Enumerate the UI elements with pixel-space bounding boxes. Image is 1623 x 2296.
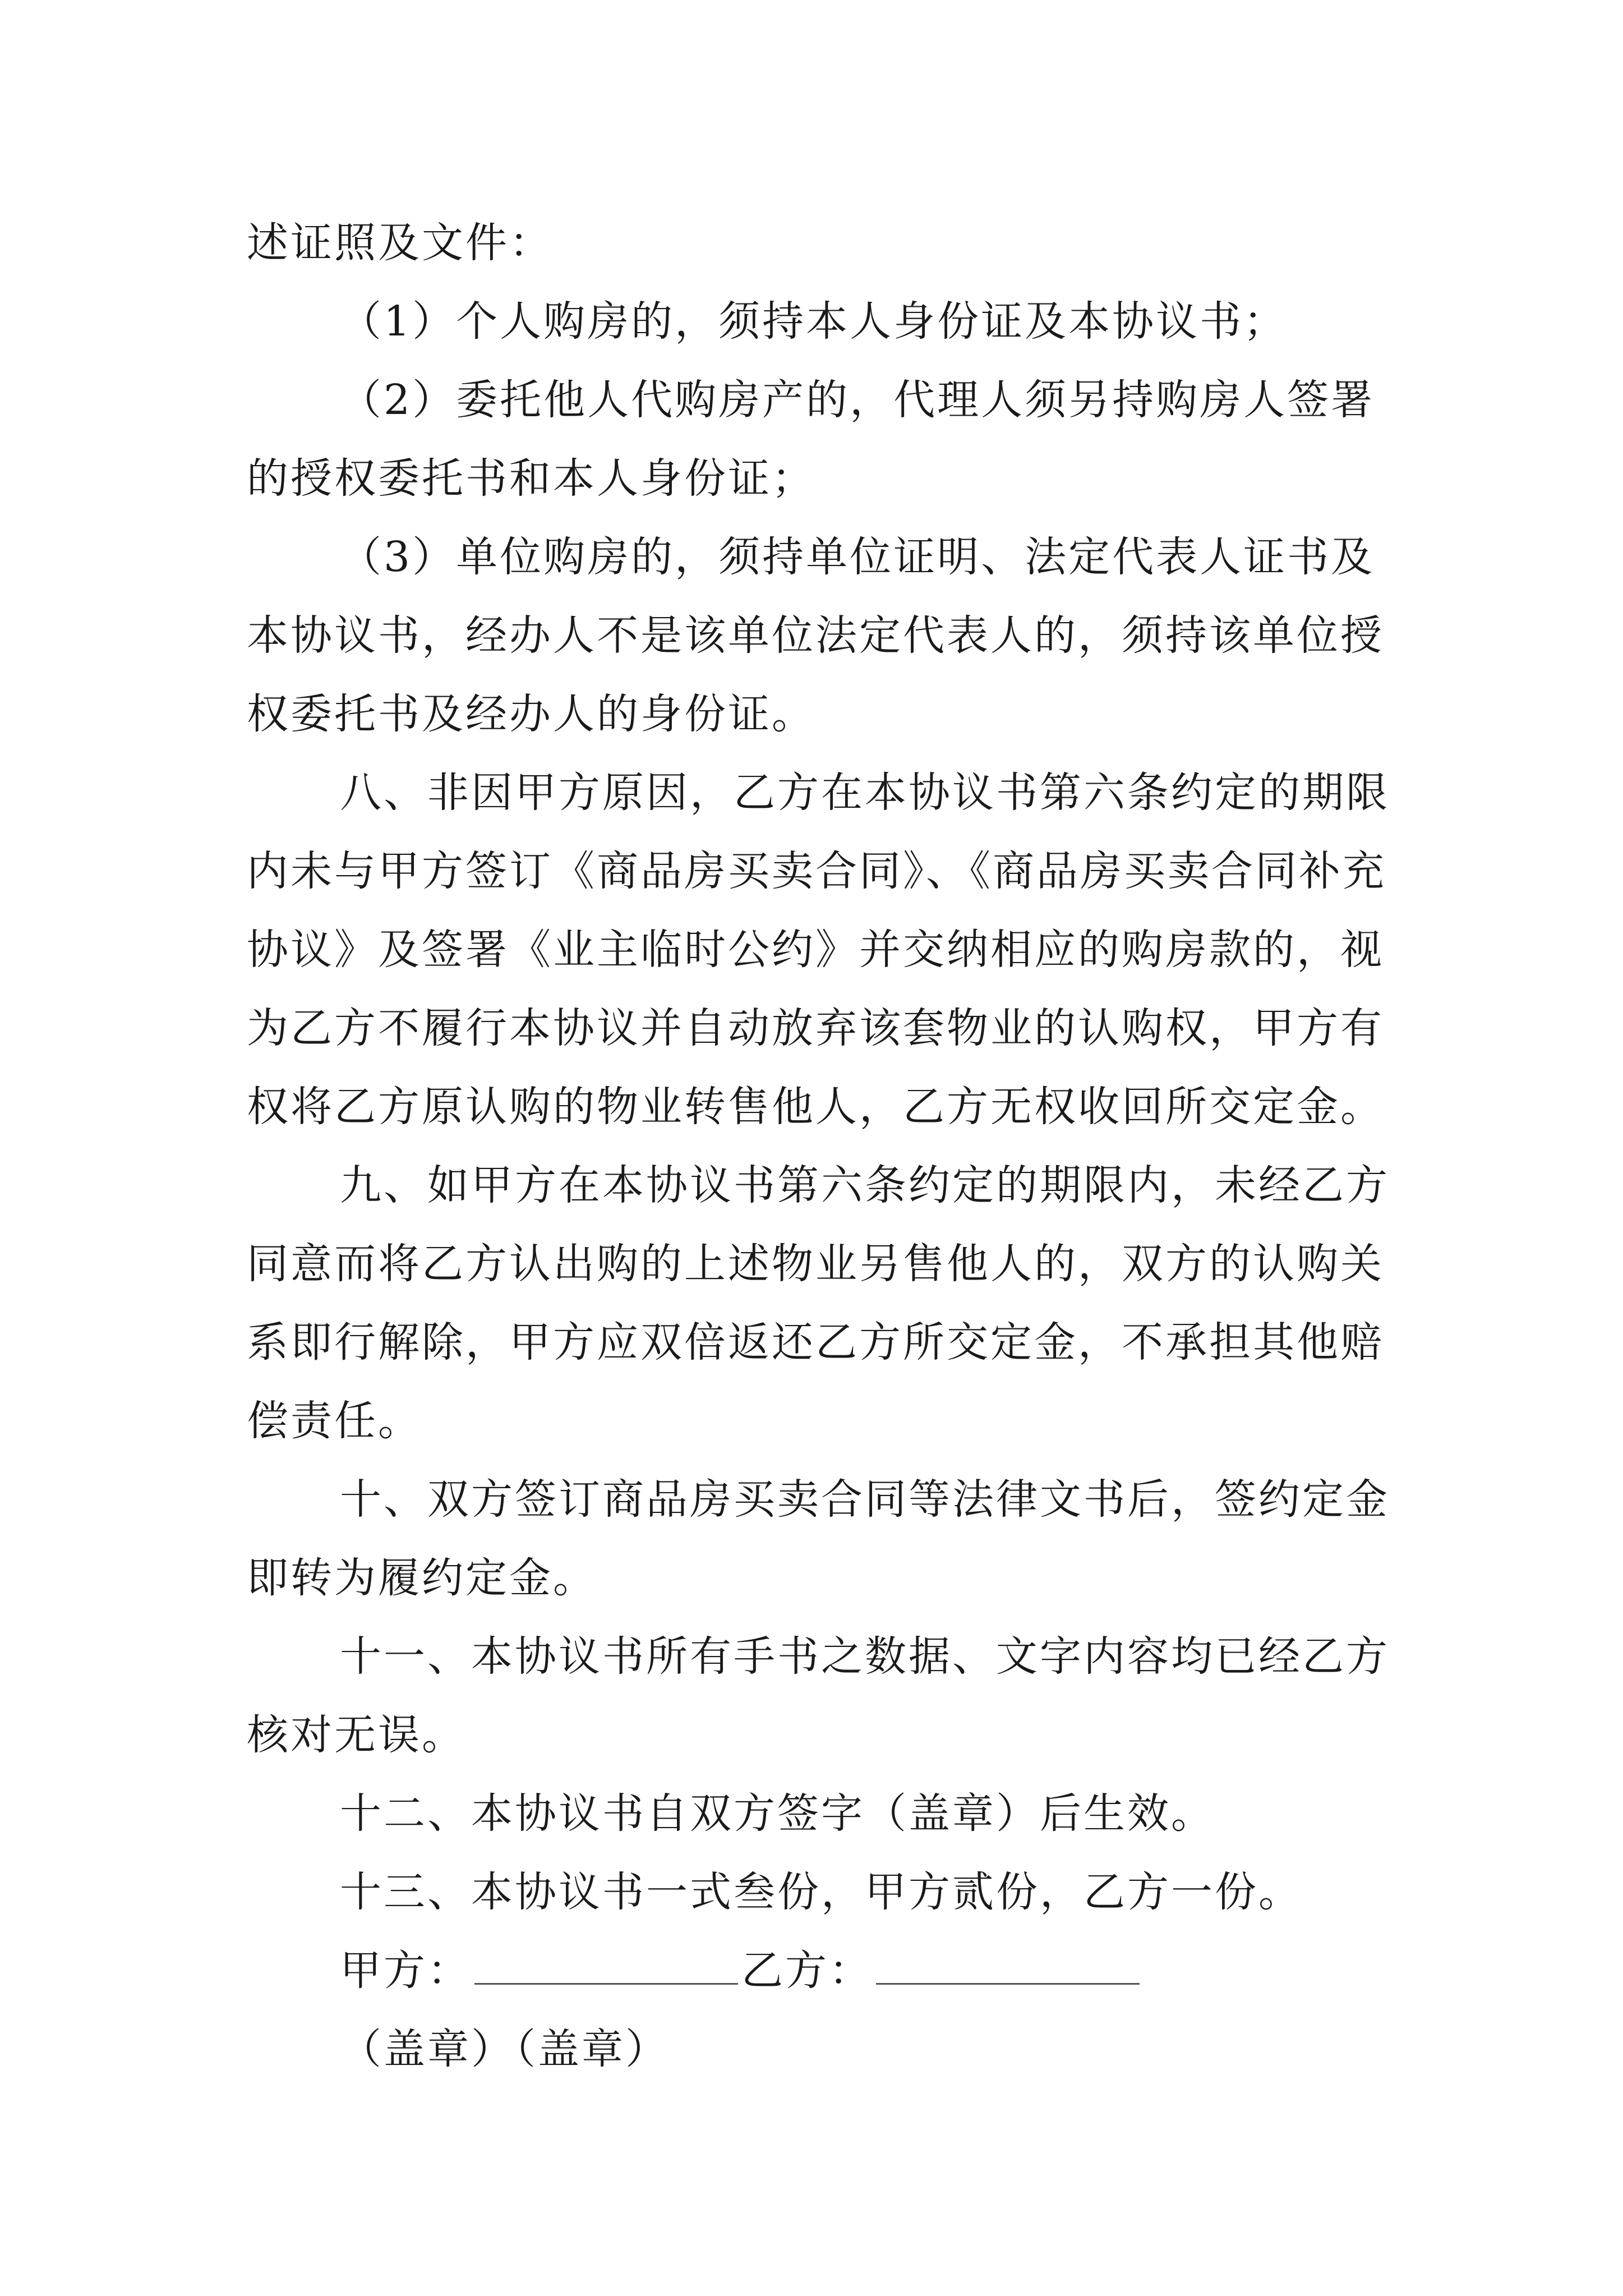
paragraph-line: 述证照及文件： (247, 219, 553, 267)
paragraph-line: 为乙方不履行本协议并自动放弃该套物业的认购权，甲方有 (247, 1004, 1384, 1052)
paragraph-line: （1）个人购房的，须持本人身份证及本协议书； (340, 297, 1288, 346)
paragraph-line: 八、非因甲方原因，乙方在本协议书第六条约定的期限 (340, 769, 1390, 817)
party-b-label: 乙方： (741, 1947, 873, 1995)
paragraph-line: 协议》及签署《业主临时公约》并交纳相应的购房款的，视 (247, 926, 1384, 974)
paragraph-line: 十一、本协议书所有手书之数据、文字内容均已经乙方 (340, 1632, 1390, 1681)
paragraph-line: 同意而将乙方认出购的上述物业另售他人的，双方的认购关 (247, 1240, 1384, 1288)
paragraph-line: 核对无误。 (247, 1711, 465, 1759)
party-a-signature-field[interactable] (474, 1972, 738, 1985)
paragraph-line: 偿责任。 (247, 1397, 422, 1445)
paragraph-line: 内未与甲方签订《商品房买卖合同》、《商品房买卖合同补充 (247, 847, 1386, 895)
paragraph-line: 权将乙方原认购的物业转售他人，乙方无权收回所交定金。 (247, 1083, 1384, 1131)
paragraph-line: 的授权委托书和本人身份证； (247, 454, 815, 503)
paragraph-line: 九、如甲方在本协议书第六条约定的期限内，未经乙方 (340, 1161, 1390, 1209)
paragraph-line: 系即行解除，甲方应双倍返还乙方所交定金，不承担其他赔 (247, 1318, 1384, 1366)
paragraph-line: （2）委托他人代购房产的，代理人须另持购房人签署 (340, 376, 1375, 424)
seal-line: （盖章）（盖章） (340, 2025, 669, 2073)
party-a-label: 甲方： (340, 1947, 471, 1995)
paragraph-line: 十三、本协议书一式叁份，甲方贰份，乙方一份。 (340, 1868, 1302, 1916)
party-b-signature-field[interactable] (876, 1972, 1140, 1985)
paragraph-line: 即转为履约定金。 (247, 1554, 597, 1602)
paragraph-line: 本协议书，经办人不是该单位法定代表人的，须持该单位授 (247, 611, 1384, 660)
document-body (247, 204, 1391, 2088)
paragraph-line: 十二、本协议书自双方签字（盖章）后生效。 (340, 1789, 1215, 1838)
paragraph-line: 十、双方签订商品房买卖合同等法律文书后，签约定金 (340, 1475, 1390, 1524)
paragraph-line: （3）单位购房的，须持单位证明、法定代表人证书及 (340, 533, 1375, 581)
paragraph-line: 权委托书及经办人的身份证。 (247, 690, 815, 738)
signature-row (247, 1931, 1391, 2010)
